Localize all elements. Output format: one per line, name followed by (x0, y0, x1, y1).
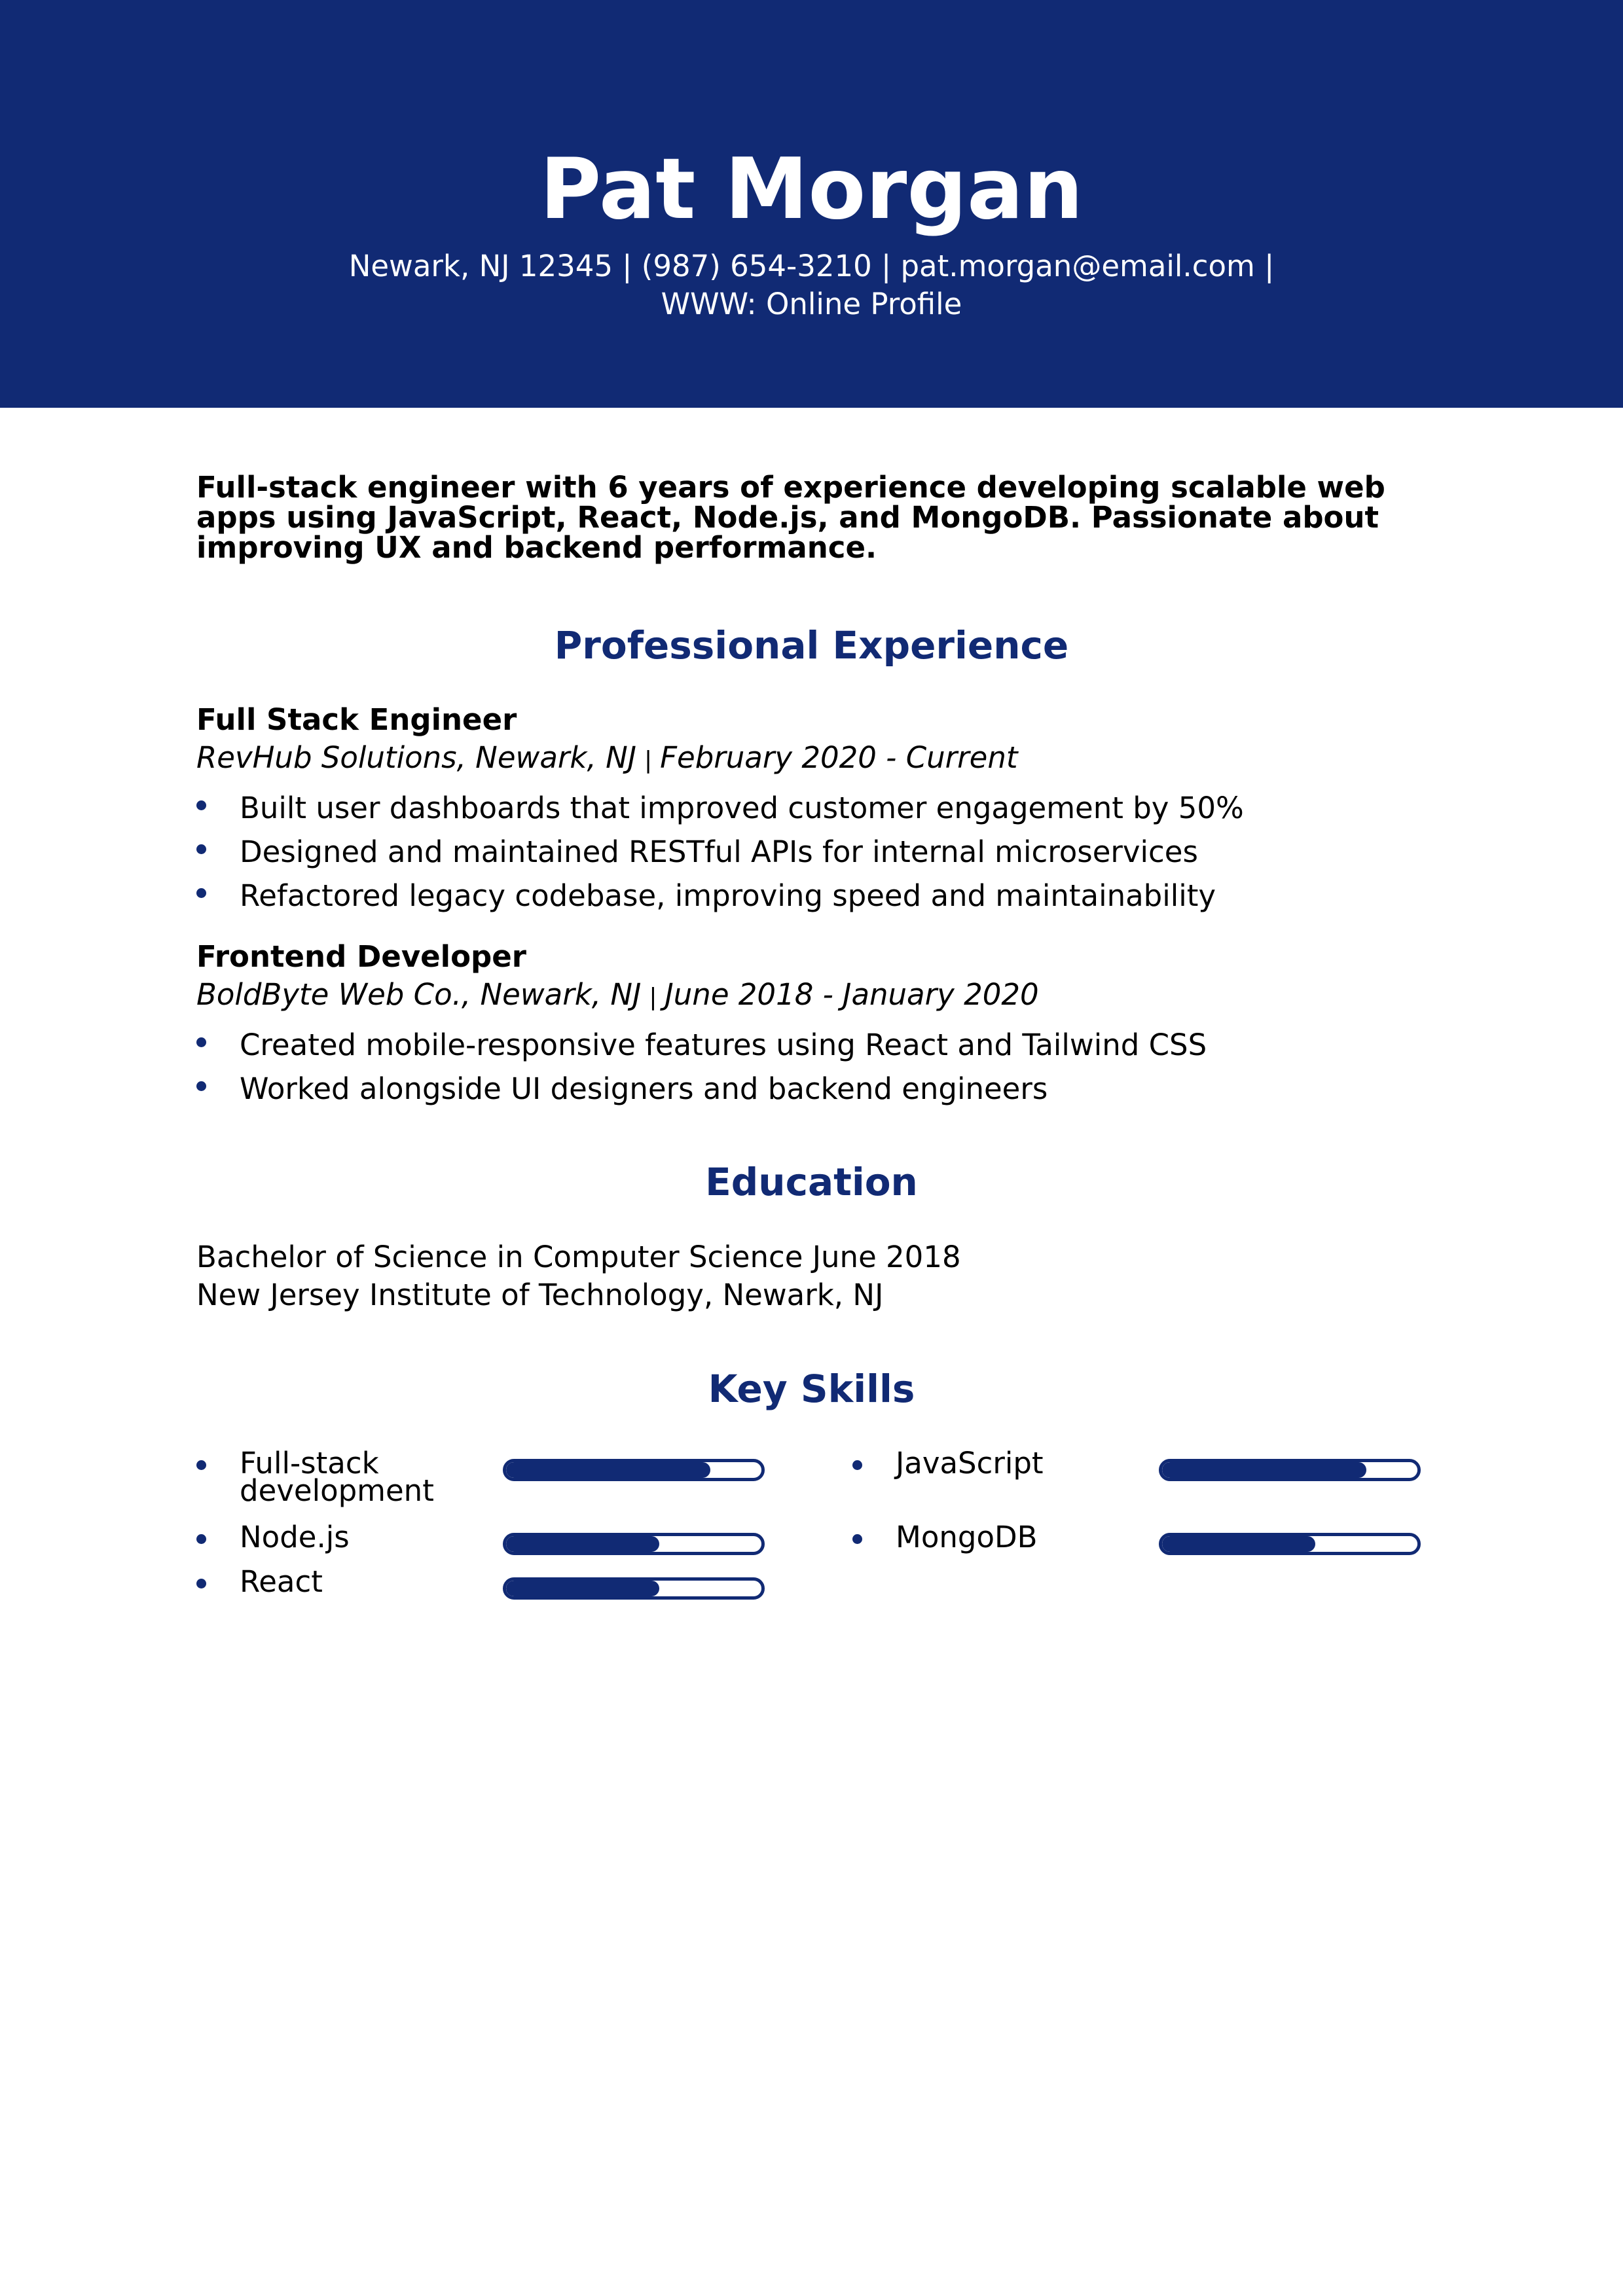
candidate-name: Pat Morgan (539, 141, 1084, 238)
skill-name: JavaScript (896, 1446, 1044, 1480)
bullet-text: Built user dashboards that improved customer engagement by 50% (240, 791, 1244, 825)
job-dates: February 2020 - Current (660, 740, 1018, 775)
education-school: New Jersey Institute of Technology, Newark, NJ (196, 1278, 884, 1312)
skill-level-fill (1162, 1462, 1366, 1478)
job-company: RevHub Solutions, Newark, NJ (196, 740, 637, 775)
bullet-dot-icon (196, 1037, 206, 1047)
skill-level-bar (503, 1577, 765, 1600)
list-item (196, 786, 1244, 830)
job-meta (196, 739, 1017, 780)
skill-name: Node.js (240, 1520, 350, 1554)
bullet-dot-icon (196, 1081, 206, 1091)
bullet-dot-icon (196, 1460, 206, 1470)
bullet-dot-icon (852, 1534, 862, 1544)
bullet-text: Refactored legacy codebase, improving speed and maintainability (240, 878, 1216, 913)
bullet-text: Designed and maintained RESTful APIs for internal microservices (240, 834, 1198, 869)
skill-level-bar (1159, 1459, 1421, 1481)
skill-level-bar (503, 1459, 765, 1481)
header-banner (0, 0, 1623, 408)
skill-name: MongoDB (896, 1520, 1038, 1554)
skill-item (196, 1446, 812, 1515)
section-title-experience: Professional Experience (554, 623, 1069, 668)
skill-item (852, 1520, 1468, 1589)
section-title-skills: Key Skills (708, 1367, 915, 1411)
skill-level-fill (1162, 1536, 1315, 1552)
education-degree: Bachelor of Science in Computer Science (196, 1240, 803, 1274)
skill-level-fill (506, 1536, 659, 1552)
list-item (196, 830, 1244, 874)
job-separator: | (649, 984, 657, 1011)
skill-item (196, 1564, 812, 1634)
list-item (196, 1067, 1207, 1111)
bullet-dot-icon (196, 1579, 206, 1588)
skill-name: React (240, 1564, 323, 1599)
contact-line-1: Newark, NJ 12345 | (987) 654-3210 | pat.morgan@email.com | (348, 249, 1275, 283)
job-meta (196, 976, 1039, 1016)
education-degree-line (196, 1238, 961, 1276)
education-date: June 2018 (812, 1240, 961, 1274)
bullet-dot-icon (196, 888, 206, 898)
skill-level-bar (1159, 1533, 1421, 1555)
bullet-dot-icon (196, 800, 206, 810)
bullet-text: Created mobile-responsive features using React and Tailwind CSS (240, 1028, 1207, 1062)
skill-level-fill (506, 1462, 710, 1478)
skill-item (852, 1446, 1468, 1515)
list-item (196, 1023, 1207, 1067)
skill-level-bar (503, 1533, 765, 1555)
bullet-dot-icon (196, 844, 206, 854)
job-dates: June 2018 - January 2020 (665, 977, 1039, 1012)
job-bullet-list (196, 786, 1244, 918)
skill-name: Full-stack development (240, 1446, 434, 1508)
skill-level-fill (506, 1581, 659, 1596)
bullet-dot-icon (852, 1460, 862, 1470)
bullet-dot-icon (196, 1534, 206, 1544)
job-bullet-list (196, 1023, 1207, 1111)
contact-info (0, 247, 1623, 323)
job-title: Frontend Developer (196, 939, 526, 974)
section-title-education: Education (705, 1160, 918, 1204)
job-title: Full Stack Engineer (196, 702, 517, 737)
contact-line-2: WWW: Online Profile (661, 287, 962, 321)
professional-summary: Full-stack engineer with 6 years of experience developing scalable web apps using JavaScript, React, Node.js, and MongoDB. Passionate about improving UX and backend performance. (196, 470, 1385, 565)
job-company: BoldByte Web Co., Newark, NJ (196, 977, 642, 1012)
bullet-text: Worked alongside UI designers and backend engineers (240, 1071, 1048, 1106)
list-item (196, 874, 1244, 918)
job-separator: | (644, 747, 653, 774)
